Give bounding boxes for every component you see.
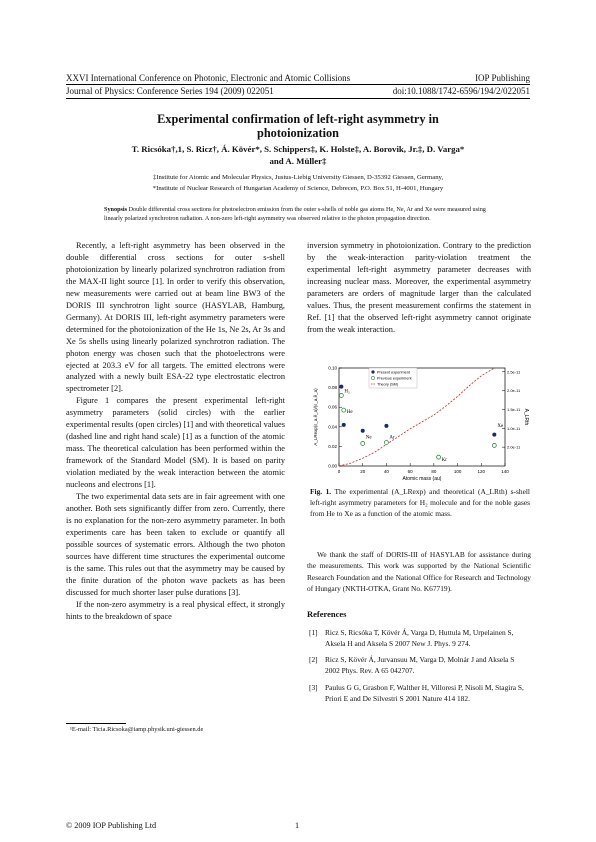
synopsis-text: Double differential cross sections for photoelectron emission from the outer s-shells of noble gas atoms He, Ne, Ar and Xe were measured using linearly polarized synchrotron radiation. A non-zero left-right asymmetry was observed relative to the photon propagation direction. bbox=[104, 206, 486, 222]
x-tick-label: 40 bbox=[383, 469, 389, 474]
page-footer bbox=[66, 821, 530, 830]
element-label: Ar bbox=[389, 435, 395, 441]
element-label: Xe bbox=[497, 423, 504, 429]
element-label: H₂ bbox=[344, 389, 350, 395]
x-tick-label: 80 bbox=[431, 469, 437, 474]
y-right-axis-label: A_LRth bbox=[523, 408, 529, 426]
element-label: Kr bbox=[441, 458, 447, 464]
footnote-rule bbox=[66, 723, 126, 724]
present-experiment-point bbox=[339, 385, 343, 389]
author-list: T. Ricsóka†,1, S. Ricz†, Á. Kövér*, S. Schippers‡, K. Holste‡, A. Borovik, Jr.‡, D. Varga* and A. Müller‡ bbox=[131, 144, 465, 166]
x-tick-label: 120 bbox=[477, 469, 486, 474]
previous-experiment-point bbox=[361, 441, 365, 445]
legend-label: Theory (SM) bbox=[377, 382, 399, 387]
left-column bbox=[66, 240, 285, 623]
x-tick-label: 100 bbox=[453, 469, 462, 474]
y-tick-label: 0.00 bbox=[328, 463, 337, 469]
caption-label: Fig. 1. bbox=[310, 487, 332, 496]
references-heading: References bbox=[307, 609, 347, 619]
y-right-tick-label: 2.0e-11 bbox=[507, 388, 521, 394]
legend-label: Previous experiment bbox=[377, 376, 412, 381]
running-header bbox=[66, 73, 530, 83]
doi: doi:10.1088/1742-6596/194/2/022051 bbox=[392, 86, 530, 96]
y-right-tick-label: 1.5e-11 bbox=[507, 406, 521, 412]
previous-experiment-point bbox=[384, 440, 388, 444]
body-paragraph: inversion symmetry in photoionization. Contrary to the prediction by the weak-interaction parity-violation treatment the experimental left-right asymmetry parameter decreases with increasing nuclear mass. Moreover, the experimental asymmetry parameters are orders of magnitude larger than the calculated values. Thus, the present measurement confirms the statement in Ref. [1] that the observed left-right asymmetry cannot originate from the weak interaction. bbox=[307, 241, 531, 334]
x-tick-label: 0 bbox=[337, 469, 341, 474]
x-axis-label: Atomic mass (au) bbox=[402, 476, 442, 482]
reference-item: [1] Ricz S, Ricsóka T, Kövér Á, Varga D, Huttula M, Urpelainen S, Aksela H and Aksela S 2007 New J. Phys. 9 274. bbox=[309, 628, 514, 648]
figure-1 bbox=[309, 362, 531, 482]
element-label: Ne bbox=[365, 435, 372, 441]
copyright: © 2009 IOP Publishing Ltd bbox=[66, 821, 157, 830]
previous-experiment-point bbox=[492, 443, 496, 447]
paper-title: Experimental confirmation of left-right asymmetry in photoionization bbox=[157, 112, 439, 140]
present-experiment-point bbox=[384, 424, 388, 428]
legend-marker-previous bbox=[371, 376, 374, 379]
journal-citation: Journal of Physics: Conference Series 194 (2009) 022051 bbox=[66, 86, 274, 96]
journal-line bbox=[66, 86, 530, 96]
conference-name: XXVI International Conference on Photonic, Electronic and Atomic Collisions bbox=[66, 73, 351, 83]
y-tick-label: 0.02 bbox=[328, 443, 337, 449]
x-tick-label: 60 bbox=[407, 469, 413, 474]
body-paragraph: Recently, a left-right asymmetry has been observed in the double differential cross sections for outer s-shell photoionization by linearly polarized synchrotron radiation from the MAX-II light source [1]. In order to verify this observation, new measurements were carried out at beam line BW3 of the DORIS III synchrotron light source (HASYLAB, Hamburg, Germany). At DORIS III, left-right asymmetry parameters were determined for the photoionization of the He 1s, Ne 2s, Ar 3s and Xe 5s shells using linearly polarized synchrotron radiation. The photon energy was chosen such that the photoelectrons were ejected at 203.3 eV for all targets. The emitted electrons were analyzed with a newly built ESA-22 type electrostatic electron spectrometer [2]. bbox=[66, 241, 285, 394]
body-paragraph: If the non-zero asymmetry is a real physical effect, it strongly hints to the breakdown of space bbox=[66, 599, 285, 621]
synopsis-label: Synopsis bbox=[104, 206, 128, 213]
affiliations: ‡Institute for Atomic and Molecular Physics, Justus-Liebig University Giessen, D-35392 Giessen, Germany, *Institute of Nuclear Research of Hungarian Academy of Science, Debrecen, P.O. Box 51, H-4001, Hungary bbox=[152, 174, 444, 192]
plot-frame bbox=[339, 368, 505, 466]
right-column bbox=[307, 240, 531, 336]
caption-text: The experimental (A_LRexp) and theoretical (A_LRth) s-shell left-right asymmetry parameters for H₂ molecule and for the noble gases from He to Xe as a function of the atomic mass. bbox=[310, 487, 530, 518]
previous-experiment-point bbox=[437, 455, 441, 459]
y-right-tick-label: 2.5e-11 bbox=[507, 369, 521, 375]
page-number: 1 bbox=[295, 821, 300, 830]
publisher-name: IOP Publishing bbox=[475, 73, 530, 83]
reference-item: [2] Ricz S, Kövér Á, Jurvansuu M, Varga D, Molnár J and Aksela S 2002 Phys. Rev. A 65 042707. bbox=[309, 655, 515, 676]
previous-experiment-point bbox=[342, 408, 346, 412]
present-experiment-point bbox=[342, 423, 346, 427]
x-tick-label: 140 bbox=[501, 469, 509, 474]
acknowledgements: We thank the staff of DORIS-III of HASYLAB for assistance during the measurements. This work was supported by the National Scientific Research Foundation and the National Office for Research and Technology of Hungary (NKTH-OTKA, Grant No. K67719). bbox=[307, 550, 531, 594]
figure-caption bbox=[310, 486, 530, 519]
y-tick-label: 0.04 bbox=[328, 424, 337, 430]
reference-list bbox=[309, 628, 531, 710]
y-tick-label: 0.06 bbox=[328, 404, 337, 410]
present-experiment-point bbox=[361, 429, 365, 433]
reference-item: [3] Paulus G G, Grasbon F, Walther H, Villoresi P, Nisoli M, Stagira S, Priori E and De Silvestri S 2001 Nature 414 182. bbox=[309, 682, 524, 703]
body-paragraph: The two experimental data sets are in fair agreement with one another. Both sets significantly differ from zero. Currently, there is no explanation for the non-zero asymmetry parameter. In both experiments care has been taken to exclude or quantify all possible sources of systematic errors. Although the two photon sources have different time structures the experimental outcome is the same. This rules out that the asymmetry may be caused by the finite duration of the photon wave packets as has been discussed for much shorter laser pulse durations [3]. bbox=[66, 492, 285, 597]
header-rule-2 bbox=[66, 98, 530, 99]
y-right-tick-label: 1.0e-11 bbox=[507, 425, 521, 431]
synopsis bbox=[104, 206, 498, 224]
body-paragraph: Figure 1 compares the present experimental left-right asymmetry parameters (solid circles) with the earlier experimental results (open circles) [1] and with theoretical values (dashed line and right hand scale) [1] as a function of the atomic mass. The theoretical calculation has been performed within the framework of the Standard Model (SM). It is based on parity violation mediated by the weak interaction between the atomic nucleons and electrons [1]. bbox=[66, 396, 285, 490]
legend-label: Present experiment bbox=[377, 370, 410, 375]
element-label: He bbox=[346, 410, 353, 416]
previous-experiment-point bbox=[339, 393, 343, 397]
present-experiment-point bbox=[492, 433, 496, 437]
x-tick-label: 20 bbox=[360, 469, 366, 474]
footnote: ¹E-mail: Ticia.Ricsoka@iamp.physik.uni-giessen.de bbox=[70, 726, 204, 733]
header-rule bbox=[66, 84, 530, 85]
y-tick-label: 0.10 bbox=[328, 365, 337, 371]
asymmetry-chart bbox=[309, 362, 531, 482]
y-tick-label: 0.08 bbox=[328, 385, 337, 391]
legend-marker-present bbox=[371, 370, 374, 373]
y-axis-label: A_LRexp(ε_a,θ_a)/(ε_a,θ_a) bbox=[313, 388, 318, 446]
y-right-tick-label: 2.0e-11 bbox=[507, 444, 521, 450]
